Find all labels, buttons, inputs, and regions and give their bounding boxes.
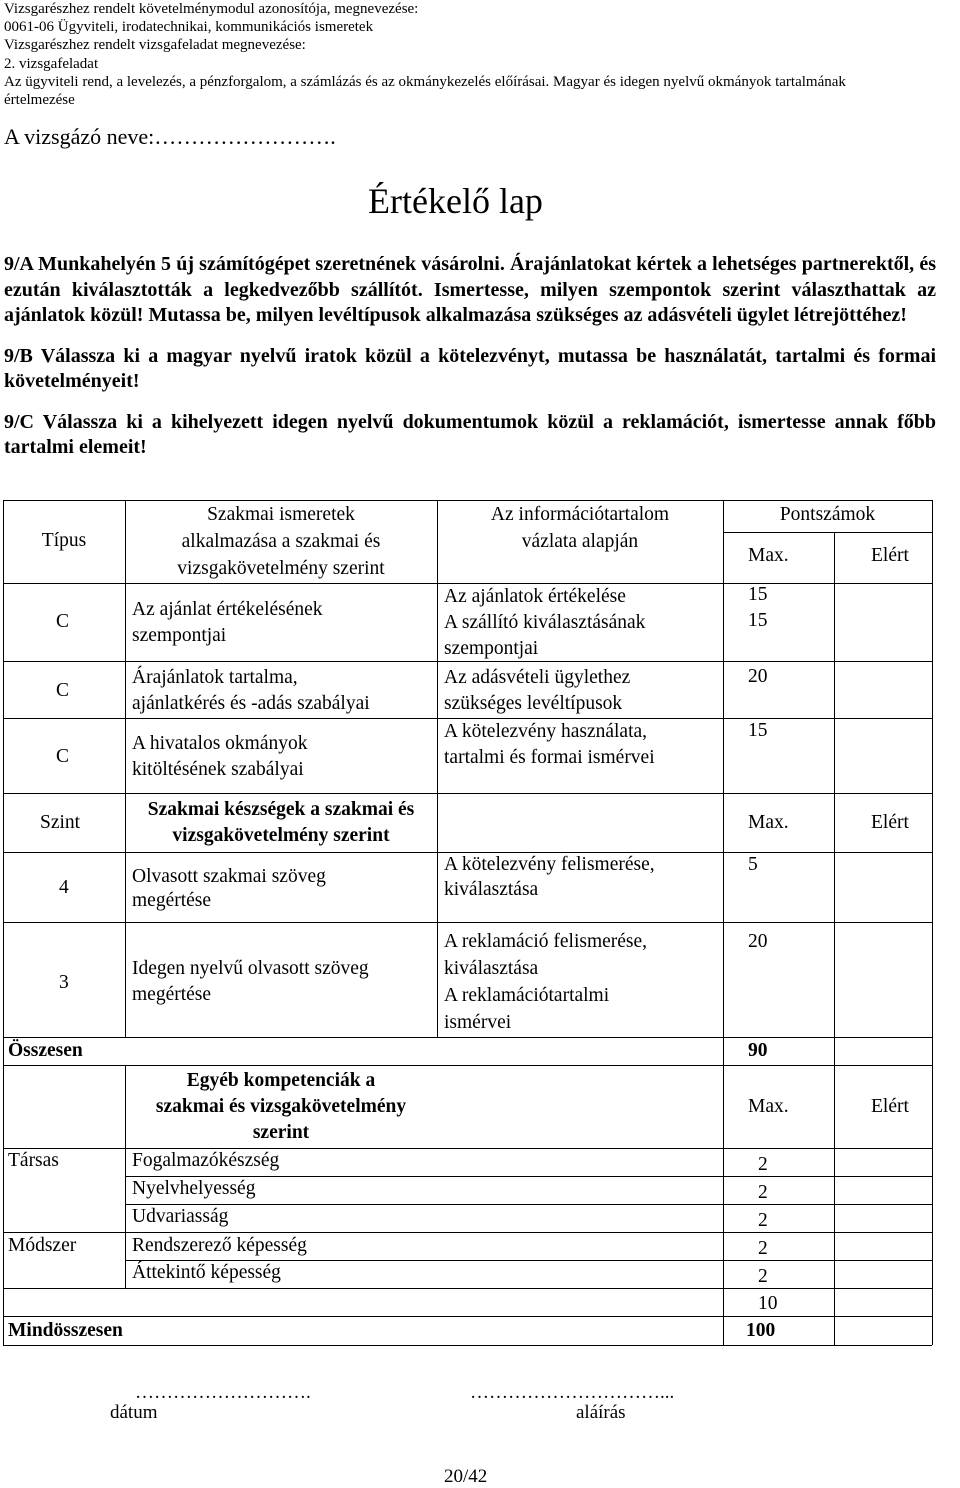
task-9b: 9/B Válassza ki a magyar nyelvű iratok közül a kötelezvényt, mutassa be használatát, tartalmi és formai követelményeit! — [4, 344, 936, 392]
header-szakmai-1: Szakmai ismeretek — [207, 504, 355, 525]
header-egyeb-1: Egyéb kompetenciák a — [186, 1070, 376, 1091]
page-number: 20/42 — [444, 1466, 488, 1487]
level-cell: 4 — [59, 877, 69, 898]
header-info-1: Az információtartalom — [490, 504, 670, 525]
header-egyeb-3: szerint — [252, 1122, 310, 1143]
header-szakmai-2: alkalmazása a szakmai és — [181, 531, 381, 552]
competency-total: 10 — [758, 1293, 778, 1314]
info-cell: kiválasztása — [444, 958, 539, 979]
header-elert: Elért — [871, 545, 909, 566]
skill-cell: A hivatalos okmányok — [132, 733, 308, 754]
header-max: Max. — [748, 545, 789, 566]
competency-name: Rendszerező képesség — [132, 1235, 307, 1256]
type-cell: C — [56, 680, 70, 701]
level-cell: 3 — [59, 972, 69, 993]
task-9c: 9/C Válassza ki a kihelyezett idegen nyelvű dokumentumok közül a reklamációt, ismertesse annak főbb tartalmi elemeit! — [4, 410, 936, 458]
header-line: Az ügyviteli rend, a levelezés, a pénzforgalom, a számlázás és az okmánykezelés előírásai. Magyar és idegen nyelvű okmányok tartalmának — [4, 73, 846, 90]
type-cell: C — [56, 746, 70, 767]
header-szint: Szint — [40, 812, 81, 833]
examinee-name-field: A vizsgázó neve:……………………. — [4, 124, 336, 149]
header-keszsegek-2: vizsgakövetelmény szerint — [172, 825, 390, 846]
header-egyeb-2: szakmai és vizsgakövetelmény — [155, 1096, 407, 1117]
info-cell: szükséges levéltípusok — [444, 693, 623, 714]
header-line: 0061-06 Ügyviteli, irodatechnikai, kommunikációs ismeretek — [4, 19, 374, 36]
info-cell: A kötelezvény felismerése, — [444, 854, 655, 875]
header-info-2: vázlata alapján — [521, 531, 639, 552]
max-value: 2 — [758, 1154, 768, 1175]
skill-cell: megértése — [132, 984, 212, 1005]
skill-cell: Idegen nyelvű olvasott szöveg — [132, 958, 369, 979]
header-max: Max. — [748, 1096, 789, 1117]
osszesen-value: 90 — [748, 1040, 768, 1061]
competency-group: Módszer — [8, 1235, 77, 1256]
header-tipus: Típus — [41, 530, 87, 551]
max-value: 2 — [758, 1266, 768, 1287]
competency-name: Áttekintő képesség — [132, 1262, 281, 1283]
max-value: 2 — [758, 1238, 768, 1259]
max-value: 15 — [748, 720, 768, 741]
skill-cell: szempontjai — [132, 625, 227, 646]
max-value: 20 — [748, 931, 768, 952]
header-line: 2. vizsgafeladat — [4, 55, 99, 72]
task-9a: 9/A Munkahelyén 5 új számítógépet szeretnének vásárolni. Árajánlatokat kértek a lehetséges partnerektől, és ezután kiválasztották a legkedvezőbb szállítót. Ismertesse, milyen szempontok szerint választhattak az ajánlatok közül! Mutassa be, milyen levéltípusok alkalmazása szükséges az adásvételi ügylet létrejöttéhez! — [4, 253, 936, 326]
header-line: Vizsgarészhez rendelt vizsgafeladat megnevezése: — [4, 37, 306, 54]
header-pontszamok: Pontszámok — [779, 504, 876, 525]
osszesen-label: Összesen — [8, 1040, 83, 1061]
signature-line: …………………………... — [470, 1382, 675, 1403]
info-cell: A szállító kiválasztásának — [444, 612, 646, 633]
competency-group: Társas — [8, 1150, 59, 1171]
info-cell: tartalmi és formai ismérvei — [444, 747, 655, 768]
header-szakmai-3: vizsgakövetelmény szerint — [177, 558, 385, 579]
header-max: Max. — [748, 812, 789, 833]
max-value: 15 — [748, 584, 768, 605]
task-list — [4, 252, 936, 476]
document-header — [4, 0, 846, 109]
date-label: dátum — [110, 1402, 158, 1423]
info-cell: Az ajánlatok értékelése — [444, 586, 626, 607]
page-title: Értékelő lap — [368, 181, 543, 221]
info-cell: szempontjai — [444, 638, 539, 659]
mindosszesen-value: 100 — [746, 1320, 776, 1341]
type-cell: C — [56, 611, 70, 632]
info-cell: A reklamáció felismerése, — [444, 931, 648, 952]
max-value: 15 — [748, 610, 768, 631]
header-elert: Elért — [871, 1096, 909, 1117]
mindosszesen-label: Mindösszesen — [8, 1320, 123, 1341]
date-line: ………………………. — [135, 1382, 311, 1403]
header-line: Vizsgarészhez rendelt követelménymodul azonosítója, megnevezése: — [4, 1, 419, 17]
max-value: 2 — [758, 1182, 768, 1203]
info-cell: kiválasztása — [444, 879, 539, 900]
competency-name: Nyelvhelyesség — [132, 1178, 256, 1199]
skill-cell: kitöltésének szabályai — [132, 759, 304, 780]
skill-cell: megértése — [132, 890, 212, 911]
max-value: 20 — [748, 666, 768, 687]
competency-name: Fogalmazókészség — [132, 1150, 280, 1171]
skill-cell: ajánlatkérés és -adás szabályai — [132, 693, 370, 714]
info-cell: A reklamációtartalmi — [444, 985, 610, 1006]
info-cell: Az adásvételi ügylethez — [444, 667, 631, 688]
skill-cell: Árajánlatok tartalma, — [132, 667, 298, 688]
header-elert: Elért — [871, 812, 909, 833]
max-value: 5 — [748, 854, 758, 875]
header-keszsegek-1: Szakmai készségek a szakmai és — [147, 799, 415, 820]
max-value: 2 — [758, 1210, 768, 1231]
skill-cell: Az ajánlat értékelésének — [132, 599, 323, 620]
signature-label: aláírás — [576, 1402, 626, 1423]
header-line: értelmezése — [4, 92, 75, 109]
info-cell: A kötelezvény használata, — [444, 721, 648, 742]
competency-name: Udvariasság — [132, 1206, 229, 1227]
info-cell: ismérvei — [444, 1012, 512, 1033]
skill-cell: Olvasott szakmai szöveg — [132, 866, 326, 887]
